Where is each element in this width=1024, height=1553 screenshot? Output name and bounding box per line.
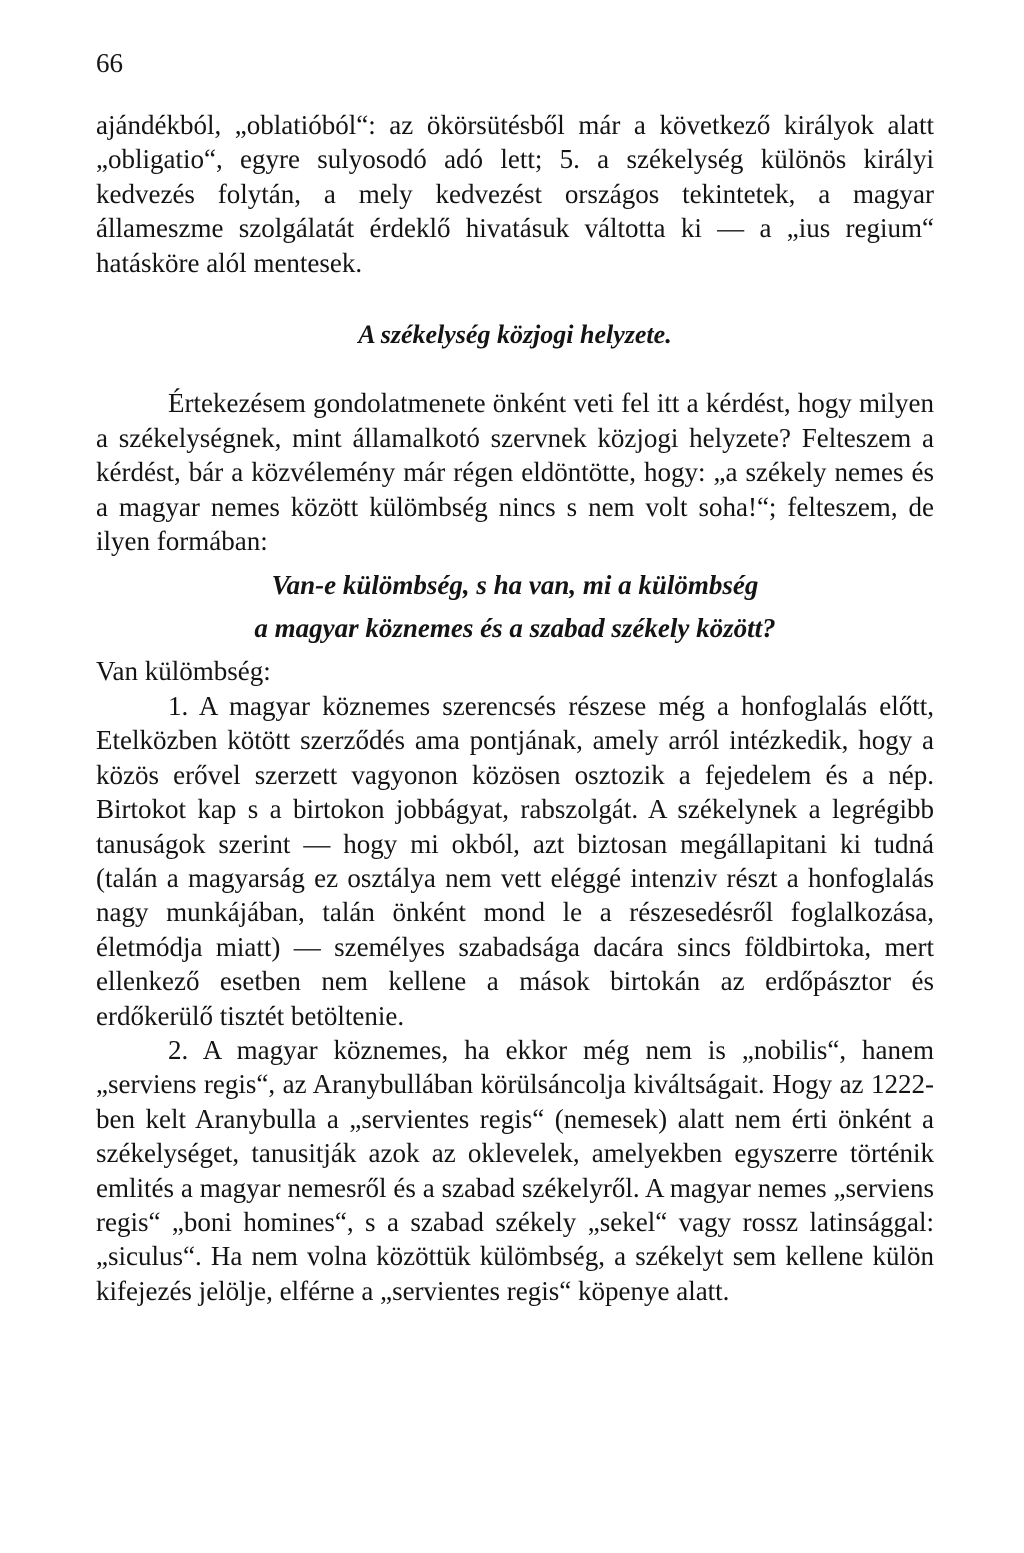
paragraph-point-2: 2. A magyar köznemes, ha ekkor még nem is „nobilis“, hanem „serviens regis“, az Aranybullában körülsáncolja kiváltságait. Hogy az 1222-ben kelt Aranybulla a „servientes regis“ (nemesek) alatt nem érti önként a székelységet, tanusitják azok az oklevelek, amelyekben egyszerre történik emlités a magyar nemesről és a szabad székelyről. A magyar nemes „serviens regis“ „boni homines“, s a szabad székely „sekel“ vagy rossz latinsággal: „siculus“. Ha nem volna közöttük külömbség, a székelyt sem kellene külön kifejezés jelölje, elférne a „servientes regis“ köpenye alatt. [96, 1034, 934, 1306]
book-page [96, 38, 934, 1308]
section-heading: A székelység közjogi helyzete. [358, 320, 672, 350]
paragraph-question-intro: Értekezésem gondolatmenete önként veti fel itt a kérdést, hogy milyen a székelységnek, mint államalkotó szervnek közjogi helyzete? Felteszem a kérdést, bár a közvélemény már régen eldöntötte, hogy: „a székely nemes és a magyar nemes között külömbség nincs s nem volt soha!“; felteszem, de ilyen formában: [96, 388, 934, 557]
question-line-2: a magyar köznemes és a szabad székely között? [254, 613, 776, 644]
question-line-1: Van-e külömbség, s ha van, mi a külömbség [271, 570, 759, 601]
central-question [96, 564, 934, 650]
page-number: 66 [96, 48, 123, 78]
paragraph-answer-lead: Van külömbség: [96, 656, 271, 687]
paragraph-continuation: ajándékból, „oblatióból“: az ökörsütésből már a következő királyok alatt „obligatio“, egyre sulyosodó adó lett; 5. a székelység különös királyi kedvezés folytán, a mely kedvezést országos tekintetek, a magyar állameszme szolgálatát érdeklő hivatásuk váltotta ki — a „ius regium“ hatásköre alól mentesek. [96, 110, 934, 278]
paragraph-point-1: 1. A magyar köznemes szerencsés részese még a honfoglalás előtt, Etelközben kötött szerződés ama pontjának, amely arról intézkedik, hogy a közös erővel szerzett vagyonon közösen osztozik a fejedelem és a nép. Birtokot kap s a birtokon jobbágyat, rabszolgát. A székelynek a legrégibb tanuságok szerint — hogy mi okból, azt biztosan megállapitani ki tudná (talán a magyarság ez osztálya nem vett eléggé intenziv részt a honfoglalás nagy munkájában, talán önként mond le a részesedésről foglalkozása, életmódja miatt) — személyes szabadsága dacára sincs földbirtoka, mert ellenkező esetben nem kellene a mások birtokán az erdőpásztor és erdőkerülő tisztét betöltenie. [96, 690, 934, 1031]
